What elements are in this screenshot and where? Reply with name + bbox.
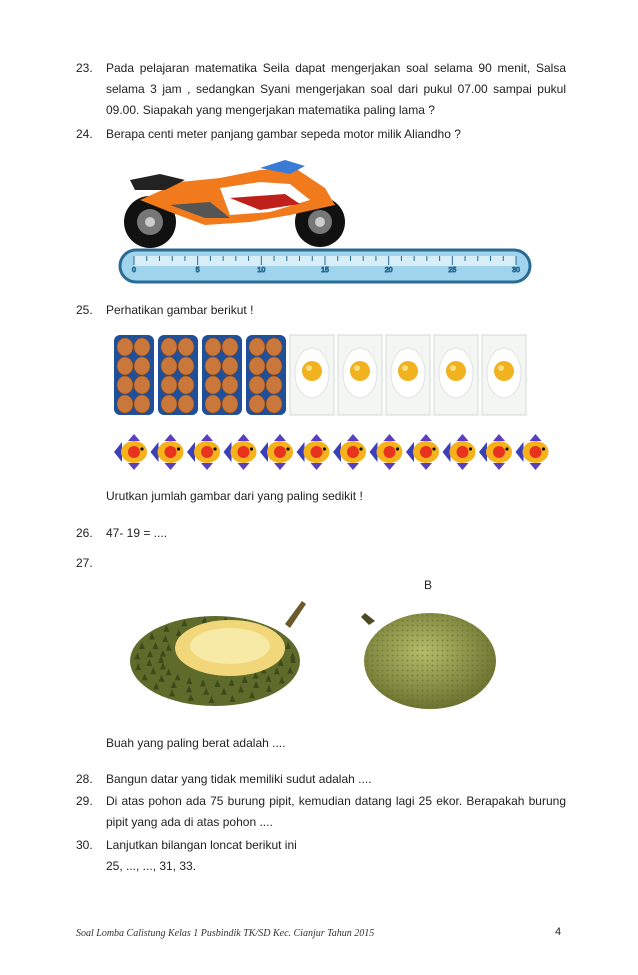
fish-icon: [406, 434, 439, 470]
ruler-tick-label: 15: [321, 267, 329, 274]
question-30: [76, 835, 566, 877]
ruler-tick-label: 10: [257, 267, 266, 274]
fish-icon: [333, 434, 366, 470]
ruler-tick-label: 25: [448, 267, 457, 274]
question-number: 24.: [76, 127, 93, 141]
question-23: [76, 58, 566, 121]
question-text: Lanjutkan bilangan loncat berikut ini: [106, 838, 297, 852]
question-text: 47- 19 = ....: [106, 526, 168, 540]
footer-title: Soal Lomba Calistung Kelas 1 Pusbindik TK/SD Kec. Cianjur Tahun 2015: [76, 928, 375, 939]
question-number: 25.: [76, 303, 93, 317]
durian-icon: [120, 596, 310, 711]
question-text: Di atas pohon ada 75 burung pipit, kemudian datang lagi 25 ekor. Berapakah burung pipit yang ada di atas pohon ....: [106, 794, 566, 829]
question-29: [76, 791, 566, 833]
fish-icon: [187, 434, 220, 470]
question-25: [76, 300, 566, 321]
question-28: [76, 769, 566, 790]
fish-icon: [443, 434, 476, 470]
question-24: [76, 124, 566, 145]
motorcycle-icon: [124, 160, 345, 248]
page-number: 4: [555, 926, 562, 938]
question-text: Bangun datar yang tidak memiliki sudut adalah ....: [106, 772, 372, 786]
ruler-tick-label: 20: [384, 267, 393, 274]
question-number: 30.: [76, 838, 93, 852]
fruit-label-b: B: [424, 578, 433, 592]
question-text: Perhatikan gambar berikut !: [106, 303, 254, 317]
fried-egg-icon: [338, 335, 382, 415]
egg-basket-icon: [202, 335, 242, 415]
fried-egg-icon: [290, 335, 334, 415]
question-number: 29.: [76, 794, 93, 808]
motorcycle-ruler-illustration: [110, 160, 535, 290]
ruler-tick-label: 30: [512, 267, 520, 274]
question-text: Berapa centi meter panjang gambar sepeda motor milik Aliandho ?: [106, 127, 461, 141]
fish-icon: [224, 434, 257, 470]
fish-illustration: [110, 432, 555, 472]
fish-icon: [260, 434, 293, 470]
question-25-instruction: Urutkan jumlah gambar dari yang paling sedikit !: [106, 489, 363, 503]
fried-egg-icon: [434, 335, 478, 415]
ruler-tick-label: 0: [132, 267, 136, 274]
fish-icon: [516, 434, 549, 470]
question-number: 28.: [76, 772, 93, 786]
fried-egg-icon: [482, 335, 526, 415]
question-number: 23.: [76, 61, 93, 75]
egg-basket-icon: [114, 335, 154, 415]
fried-egg-icon: [386, 335, 430, 415]
egg-basket-icon: [246, 335, 286, 415]
number-sequence: 25, ..., ..., 31, 33.: [106, 859, 197, 873]
ruler-tick-label: 5: [195, 267, 200, 274]
question-number: 27.: [76, 556, 93, 570]
ruler-icon: [120, 250, 530, 282]
fish-icon: [370, 434, 403, 470]
question-26: [76, 523, 566, 544]
fish-icon: [479, 434, 512, 470]
egg-basket-icon: [158, 335, 198, 415]
fish-icon: [151, 434, 184, 470]
question-text: Pada pelajaran matematika Seila dapat mengerjakan soal selama 90 menit, Salsa selama 3 jam , sedangkan Syani mengerjakan soal dari pukul 07.00 sampai pukul 09.00. Siapakah yang mengerjakan matematika paling lama ?: [106, 61, 566, 117]
question-number: 26.: [76, 526, 93, 540]
jackfruit-icon: [355, 603, 500, 713]
fish-icon: [297, 434, 330, 470]
question-27-text: Buah yang paling berat adalah ....: [106, 736, 286, 750]
fish-icon: [114, 434, 147, 470]
eggs-illustration: [110, 333, 530, 418]
